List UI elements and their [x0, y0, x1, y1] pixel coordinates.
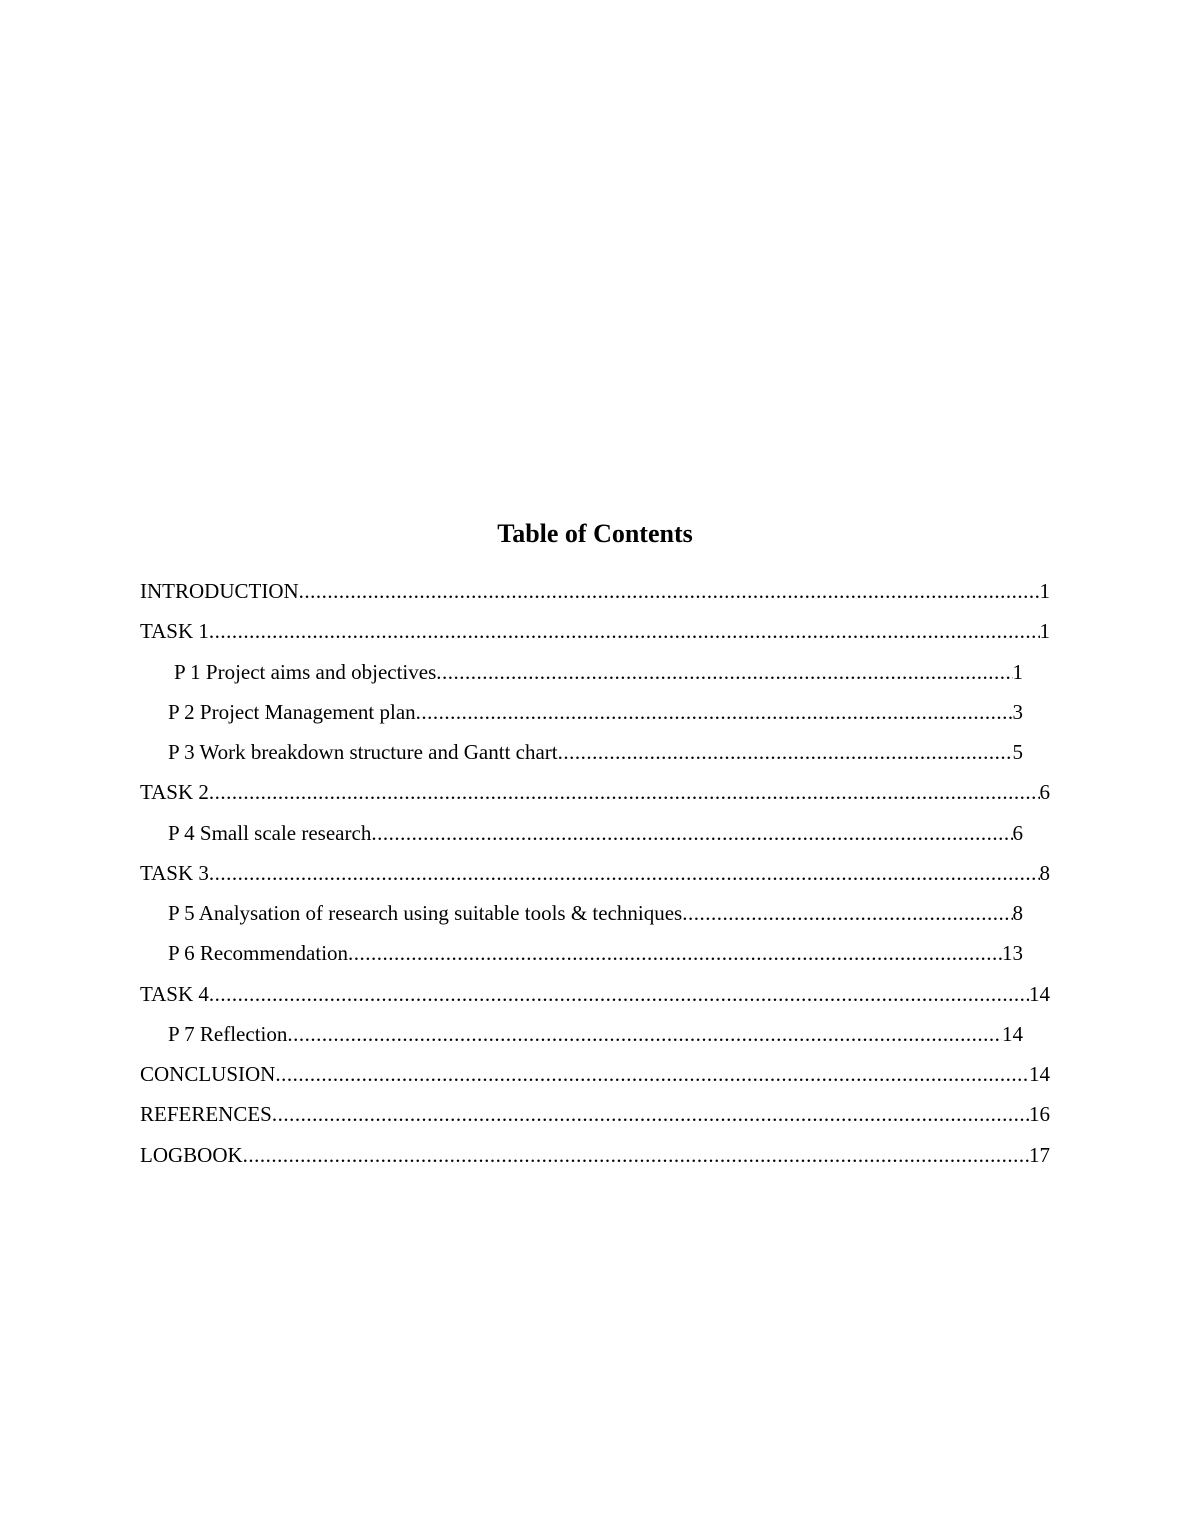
toc-entry-page: 17	[1029, 1142, 1050, 1167]
toc-entry-task-1[interactable]	[140, 614, 1050, 654]
toc-dot-leader	[209, 614, 1040, 648]
toc-entry-page: 13	[1002, 941, 1023, 966]
toc-entry-introduction[interactable]	[140, 574, 1050, 614]
toc-dot-leader	[371, 816, 1012, 850]
toc-entry-page: 8	[1012, 901, 1023, 925]
toc-dot-leader	[209, 977, 1029, 1011]
toc-entry-label: TASK 2	[140, 780, 209, 805]
toc-entry-page: 1	[1039, 619, 1050, 644]
toc-dot-leader	[558, 735, 1013, 769]
toc-entry-label: LOGBOOK	[140, 1142, 243, 1167]
toc-entry-page: 1	[1012, 659, 1023, 684]
toc-dot-leader	[209, 856, 1040, 890]
toc-list	[140, 574, 1052, 1178]
toc-entry-label: P 6 Recommendation	[168, 941, 349, 966]
toc-entry-logbook[interactable]	[140, 1138, 1050, 1178]
toc-entry-page: 14	[1029, 981, 1050, 1006]
toc-entry-p3[interactable]	[140, 735, 1023, 775]
toc-entry-label: P 5 Analysation of research using suitable tools & techniques	[168, 901, 683, 925]
toc-entry-page: 6	[1012, 820, 1023, 845]
toc-entry-label: P 7 Reflection	[168, 1021, 288, 1046]
toc-entry-p7[interactable]	[140, 1017, 1023, 1057]
toc-dot-leader	[243, 1138, 1029, 1172]
toc-entry-page: 14	[1029, 1062, 1050, 1086]
toc-entry-p1[interactable]	[140, 655, 1023, 695]
toc-dot-leader	[416, 695, 1013, 729]
toc-dot-leader	[272, 1097, 1029, 1131]
toc-entry-page: 14	[1002, 1021, 1023, 1046]
toc-entry-page: 3	[1012, 699, 1023, 724]
toc-dot-leader	[299, 574, 1040, 608]
toc-entry-label: INTRODUCTION	[140, 579, 299, 603]
toc-dot-leader	[682, 896, 1012, 930]
toc-entry-p6[interactable]	[140, 936, 1023, 976]
toc-dot-leader	[209, 775, 1040, 809]
toc-entry-page: 5	[1012, 740, 1023, 764]
toc-entry-page: 8	[1039, 860, 1050, 885]
toc-dot-leader	[287, 1017, 1002, 1051]
toc-entry-task-4[interactable]	[140, 977, 1050, 1017]
toc-title: Table of Contents	[497, 519, 693, 548]
toc-entry-conclusion[interactable]	[140, 1057, 1050, 1097]
toc-entry-page: 16	[1029, 1102, 1050, 1127]
toc-dot-leader	[348, 936, 1002, 970]
toc-entry-label: P 4 Small scale research	[168, 820, 372, 845]
toc-entry-label: TASK 1	[140, 619, 209, 644]
toc-entry-page: 6	[1039, 780, 1050, 805]
toc-entry-label: REFERENCES	[140, 1102, 272, 1127]
toc-entry-label: TASK 3	[140, 860, 209, 885]
toc-entry-task-3[interactable]	[140, 856, 1050, 896]
toc-entry-p4[interactable]	[140, 816, 1023, 856]
toc-entry-task-2[interactable]	[140, 775, 1050, 815]
toc-entry-p2[interactable]	[140, 695, 1023, 735]
toc-entry-label: CONCLUSION	[140, 1062, 276, 1086]
toc-entry-label: P 2 Project Management plan	[168, 699, 416, 724]
toc-entry-references[interactable]	[140, 1097, 1050, 1137]
toc-entry-label: P 1 Project aims and objectives	[174, 659, 437, 684]
toc-entry-p5[interactable]	[140, 896, 1023, 936]
toc-entry-page: 1	[1039, 579, 1050, 603]
toc-dot-leader	[275, 1057, 1029, 1091]
toc-dot-leader	[436, 655, 1012, 689]
toc-entry-label: TASK 4	[140, 981, 209, 1006]
toc-entry-label: P 3 Work breakdown structure and Gantt chart	[168, 740, 558, 764]
